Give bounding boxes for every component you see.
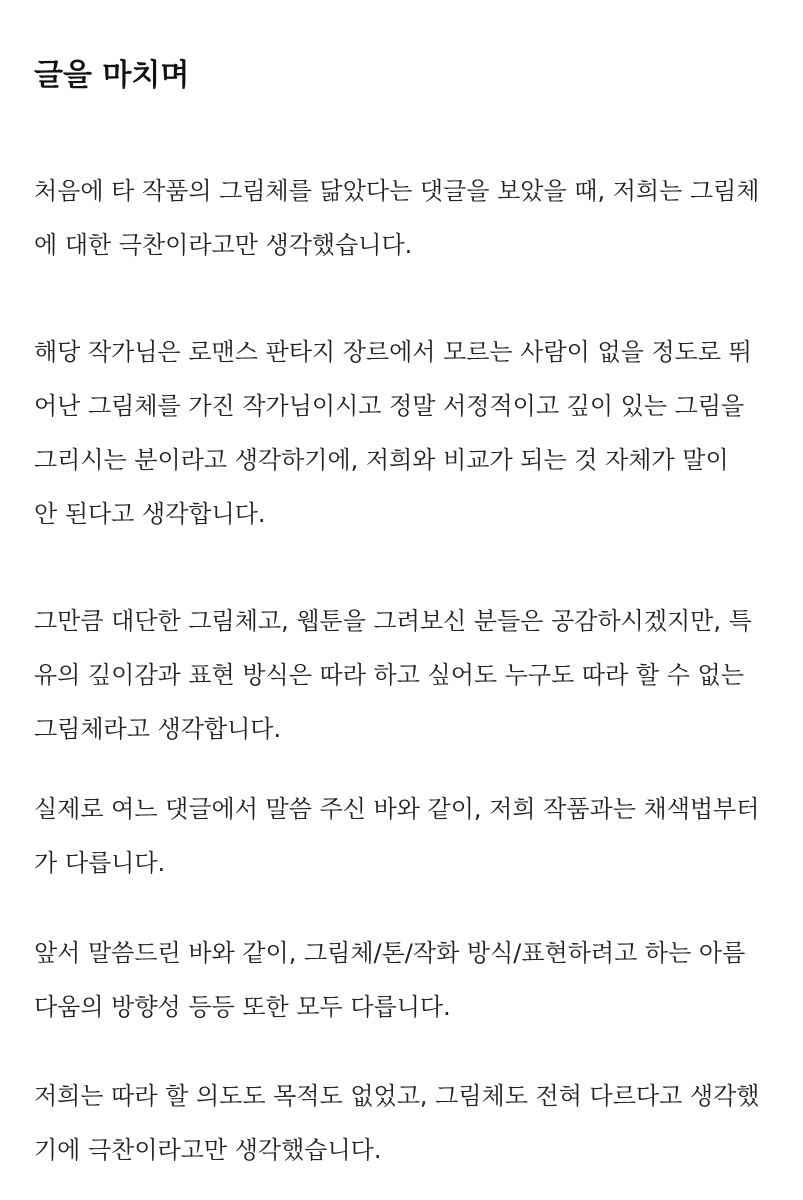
- paragraph-line: 그만큼 대단한 그림체고, 웹툰을 그려보신 분들은 공감하시겠지만, 특: [34, 607, 752, 635]
- paragraph-line: 처음에 타 작품의 그림체를 닮았다는 댓글을 보았을 때, 저희는 그림체: [34, 177, 760, 205]
- paragraph-line: 그리시는 분이라고 생각하기에, 저희와 비교가 되는 것 자체가 말이: [34, 446, 729, 474]
- paragraph-1: [34, 164, 774, 272]
- paragraph-line: 앞서 말씀드린 바와 같이, 그림체/톤/작화 방식/표현하려고 하는 아름: [34, 939, 746, 967]
- paragraph-line: 가 다릅니다.: [34, 849, 166, 877]
- paragraph-2: [34, 325, 774, 541]
- document-title: 글을 마치며: [34, 58, 190, 93]
- paragraph-line: 그림체라고 생각합니다.: [34, 715, 282, 743]
- paragraph-line: 에 대한 극찬이라고만 생각했습니다.: [34, 231, 413, 259]
- paragraph-line: 유의 깊이감과 표현 방식은 따라 하고 싶어도 누구도 따라 할 수 없는: [34, 661, 744, 689]
- paragraph-line: 해당 작가님은 로맨스 판타지 장르에서 모르는 사람이 없을 정도로 뛰: [34, 338, 752, 366]
- paragraph-6: [34, 1069, 774, 1177]
- paragraph-line: 어난 그림체를 가진 작가님이시고 정말 서정적이고 깊이 있는 그림을: [34, 392, 745, 420]
- paragraph-line: 저희는 따라 할 의도도 목적도 없었고, 그림체도 전혀 다르다고 생각했: [34, 1082, 760, 1110]
- paragraph-line: 다움의 방향성 등등 또한 모두 다릅니다.: [34, 993, 451, 1021]
- paragraph-5: [34, 926, 774, 1034]
- paragraph-3: [34, 594, 774, 756]
- paragraph-4: [34, 782, 774, 890]
- paragraph-line: 기에 극찬이라고만 생각했습니다.: [34, 1136, 382, 1164]
- paragraph-line: 안 된다고 생각합니다.: [34, 500, 266, 528]
- paragraph-line: 실제로 여느 댓글에서 말씀 주신 바와 같이, 저희 작품과는 채색법부터: [34, 795, 760, 823]
